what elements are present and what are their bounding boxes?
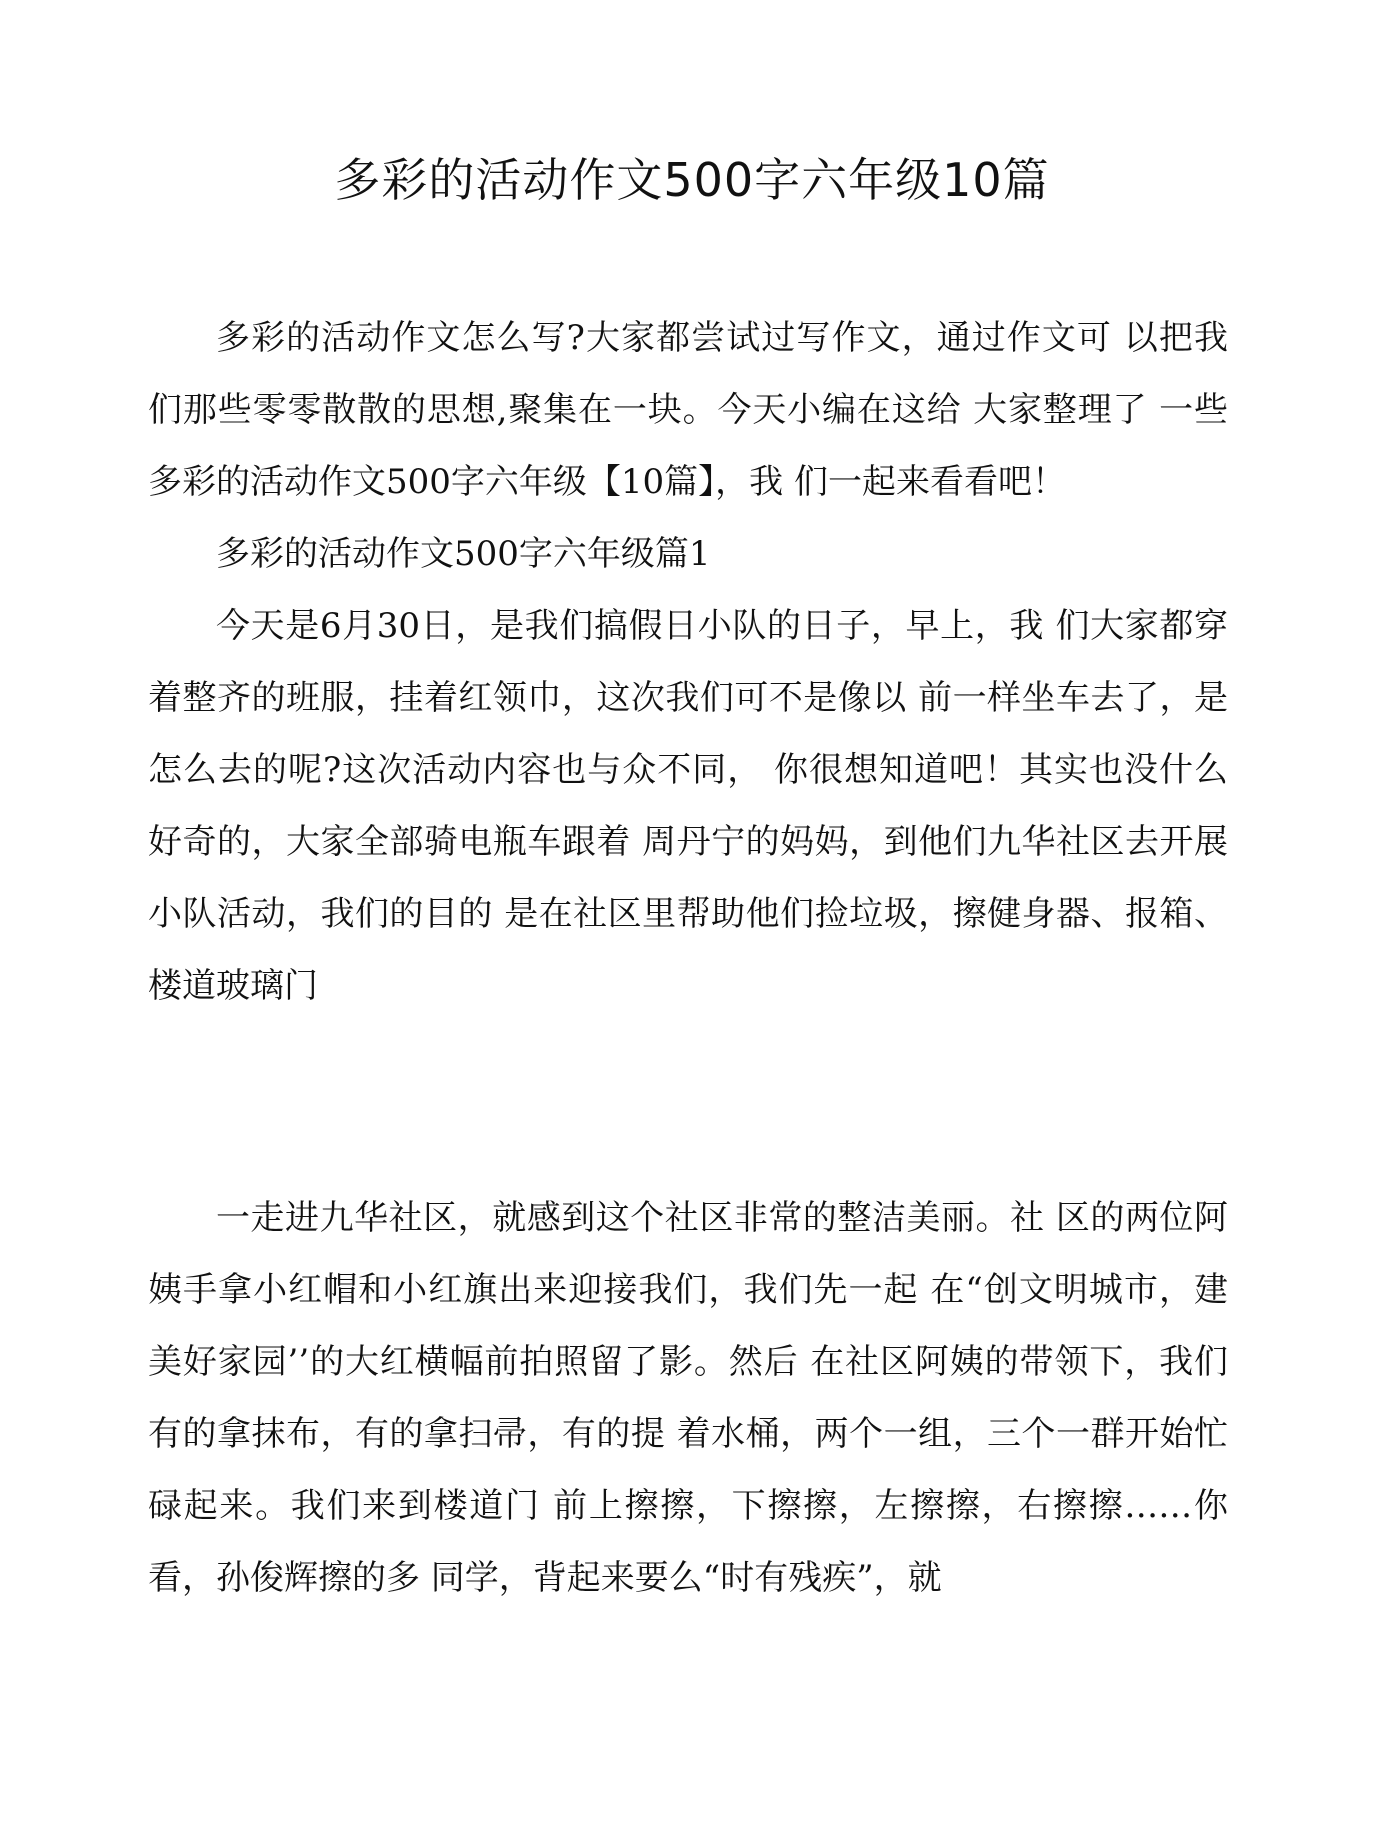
essay-paragraph-1: 今天是6月30日，是我们搞假日小队的日子，早上，我 们大家都穿着整齐的班服，挂着红领巾，这次我们可不是像以 前一样坐车去了，是怎么去的呢?这次活动内容也与众不同， 你很想知道吧！其实也没什么好奇的，大家全部骑电瓶车跟着 周丹宁的妈妈，到他们九华社区去开展小队活动，我们的目的 是在社区里帮助他们捡垃圾，擦健身器、报箱、楼道玻璃门 xyxy=(148,606,1228,1006)
document-body-top xyxy=(148,302,1228,1022)
document-title: 多彩的活动作文500字六年级10篇 xyxy=(334,153,1050,207)
essay-paragraph-2: 一走进九华社区，就感到这个社区非常的整洁美丽。社 区的两位阿姨手拿小红帽和小红旗出来迎接我们，我们先一起 在“创文明城市，建美好家园’’的大红横幅前拍照留了影。然后 在社区阿姨的带领下，我们有的拿抹布，有的拿扫帚，有的提 着水桶，两个一组，三个一群开始忙碌起来。我们来到楼道门 前上擦擦，下擦擦，左擦擦，右擦擦……你看，孙俊辉擦的多 同学，背起来要么“时有残疾”，就 xyxy=(148,1198,1228,1598)
section-heading: 多彩的活动作文500字六年级篇1 xyxy=(216,534,711,574)
intro-paragraph: 多彩的活动作文怎么写?大家都尝试过写作文，通过作文可 以把我们那些零零散散的思想,聚集在一块。今天小编在这给 大家整理了 一些多彩的活动作文500字六年级【10篇】，我 们一起来看看吧！ xyxy=(148,318,1228,502)
document-body-bottom xyxy=(148,1182,1228,1614)
